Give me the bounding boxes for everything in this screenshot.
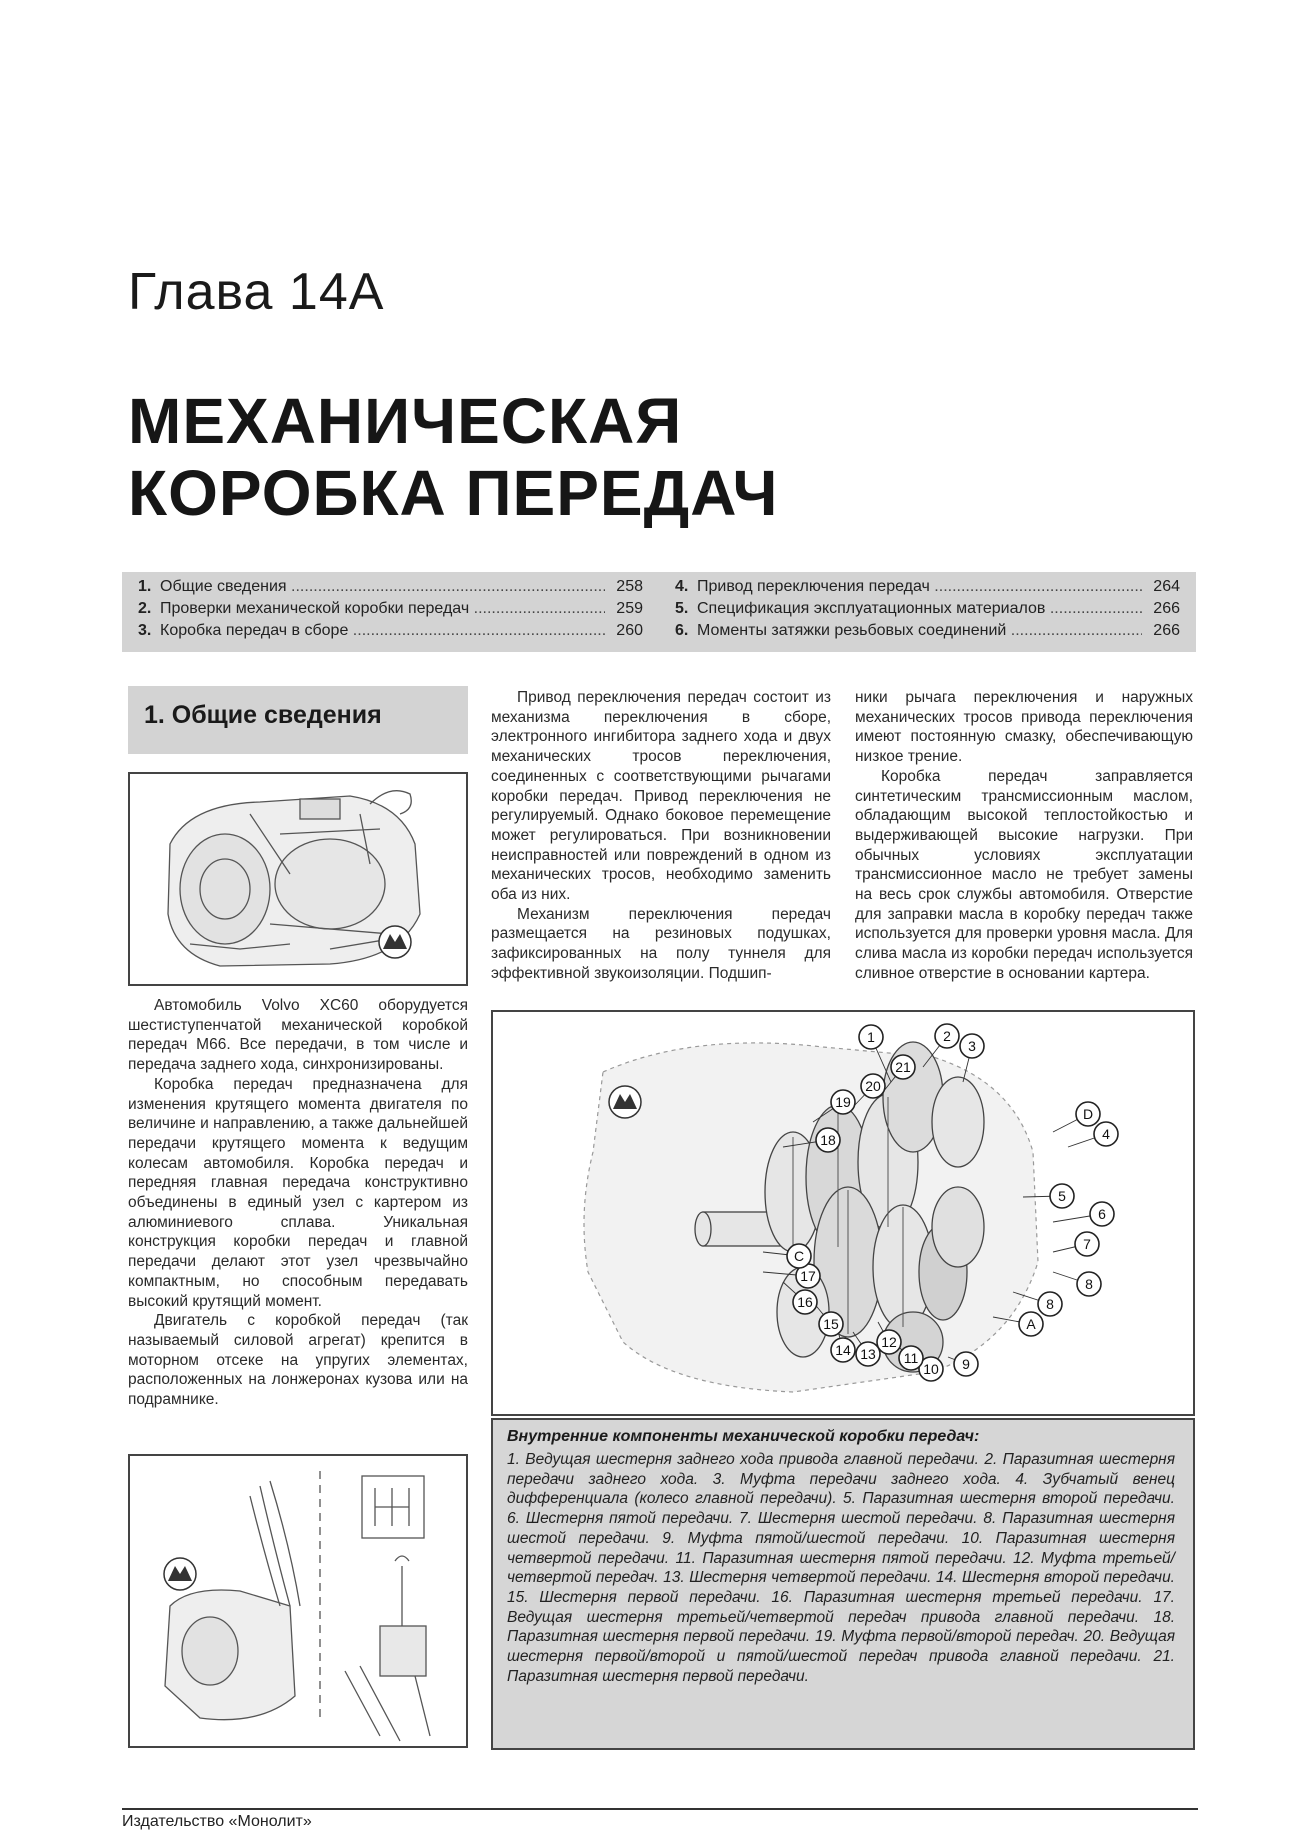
toc-row: [138, 600, 643, 622]
callout-16: [793, 1290, 817, 1314]
table-of-contents: [122, 572, 1196, 652]
toc-number: 2.: [138, 600, 152, 617]
shift-mechanism-drawing: [130, 1456, 466, 1746]
publisher-footer: Издательство «Монолит»: [122, 1813, 312, 1830]
callout-5: [1050, 1184, 1074, 1208]
callout-9: [954, 1352, 978, 1376]
toc-title: Коробка передач в сборе .....: [160, 622, 605, 640]
gearbox-internals-figure: [491, 1010, 1195, 1416]
callout-label: 11: [903, 1350, 919, 1366]
callout-label: C: [793, 1248, 805, 1264]
toc-number: 4.: [675, 578, 689, 595]
paragraph: Механизм переключения передач размещается на резиновых подушках, зафиксированных на полу туннеля для эффективной звукоизоляции. Подшип-: [491, 905, 831, 982]
footer-divider: [122, 1808, 1198, 1810]
caption-text: 1. Ведущая шестерня заднего хода привода главной передачи. 2. Паразитная шестерня передачи заднего хода. 3. Муфта передачи заднего хода. 4. Зубчатый венец дифференциала (колесо главной передачи). 5. Паразитная шестерня второй передачи. 6. Шестерня пятой передачи. 7. Шестерня шестой передачи. 8. Паразитная шестерня шестой передачи. 9. Муфта пятой/шестой передачи. 10. Паразитная шестерня четвертой передачи. 11. Паразитная шестерня пятой передачи. 12. Муфта третьей/четвертой передач. 13. Шестерня четвертой передачи. 14. Шестерня второй передачи. 15. Шестерня первой передачи. 16. Паразитная шестерня третьей передачи. 17. Ведущая шестерня третьей/четвертой передач привода главной передачи. 18. Паразитная шестерня первой передачи. 19. Муфта первой/второй передач. 20. Ведущая шестерня первой/второй и пятой/шестой передач привода главной передачи. 21. Паразитная шестерня первой передачи.: [507, 1451, 1175, 1685]
callout-label: A: [1026, 1316, 1036, 1332]
paragraph: ники рычага переключения и наружных механических тросов привода переключения имеют постоянную смазку, обеспечивающую низкое трение.: [855, 689, 1193, 766]
toc-page: 259: [616, 600, 643, 617]
callout-21: [891, 1055, 915, 1079]
page-title: [128, 385, 779, 529]
chapter-label: Глава 14А: [128, 263, 385, 321]
toc-row: [675, 622, 1180, 644]
callout-20: [861, 1074, 885, 1098]
toc-number: 3.: [138, 622, 152, 639]
column-2-text: [491, 688, 831, 984]
callout-label: 4: [1102, 1126, 1110, 1142]
callout-label: 8: [1046, 1296, 1054, 1312]
toc-title: Проверки механической коробки передач .....: [160, 600, 605, 618]
callout-label: 19: [835, 1094, 851, 1110]
callout-D: [1076, 1102, 1100, 1126]
callout-label: 15: [823, 1316, 839, 1332]
paragraph: Коробка передач заправляется синтетическим трансмиссионным маслом, обладающим высокой теплостойкостью и выдерживающей высокие нагрузки. При обычных условиях эксплуатации трансмиссионное масло не требует замены на весь срок службы автомобиля. Отверстие для заправки масла в коробку передач также используется для проверки уровня масла. Для слива масла из коробки передач используется сливное отверстие в основании картера.: [855, 767, 1193, 982]
column-1-text: [128, 996, 468, 1410]
toc-page: 258: [616, 578, 643, 595]
callout-label: D: [1082, 1106, 1094, 1122]
column-3-text: [855, 688, 1193, 984]
toc-row: [138, 622, 643, 644]
toc-page: 260: [616, 622, 643, 639]
callout-label: 9: [962, 1356, 970, 1372]
callout-label: 7: [1083, 1236, 1091, 1252]
callout-label: 21: [895, 1059, 911, 1075]
callout-label: 6: [1098, 1206, 1106, 1222]
callout-label: 13: [860, 1346, 876, 1362]
callout-label: 12: [881, 1334, 897, 1350]
toc-title: Общие сведения .....: [160, 578, 605, 596]
toc-row: [675, 578, 1180, 600]
paragraph: Двигатель с коробкой передач (так называемый силовой агрегат) крепится в моторном отсеке на упругих элементах, расположенных на лонжеронах кузова или на подрамнике.: [128, 1312, 468, 1409]
callout-label: 3: [968, 1038, 976, 1054]
title-line-1: МЕХАНИЧЕСКАЯ: [128, 385, 683, 457]
gearbox-internals-drawing: [493, 1012, 1193, 1414]
section-heading: [128, 686, 468, 754]
callout-14: [831, 1338, 855, 1362]
callout-label: 17: [800, 1268, 816, 1284]
paragraph: Привод переключения передач состоит из механизма переключения в сборе, электронного ингибитора заднего хода и двух механических тросов переключения, соединенных с соответствующими рычагами коробки передач. Привод переключения не регулируемый. Однако боковое перемещение может регулироваться. При возникновении неисправностей или повреждений в одном из механических тросов, необходимо заменить оба из них.: [491, 689, 831, 904]
gearbox-exterior-drawing: [130, 774, 466, 984]
toc-column-right: [675, 578, 1180, 644]
callout-label: 8: [1085, 1276, 1093, 1292]
callout-label: 14: [835, 1342, 851, 1358]
toc-page: 266: [1153, 600, 1180, 617]
publisher-logo-icon: [164, 1558, 196, 1590]
callout-19: [831, 1090, 855, 1114]
callout-8: [1077, 1272, 1101, 1296]
callout-2: [935, 1024, 959, 1048]
callout-A: [1019, 1312, 1043, 1336]
callout-label: 18: [820, 1132, 836, 1148]
section-heading-text: 1. Общие сведения: [144, 701, 382, 729]
gearbox-exterior-figure: [128, 772, 468, 986]
toc-row: [138, 578, 643, 600]
callout-label: 16: [797, 1294, 813, 1310]
toc-page: 264: [1153, 578, 1180, 595]
toc-page: 266: [1153, 622, 1180, 639]
callout-label: 20: [865, 1078, 881, 1094]
callout-label: 2: [943, 1028, 951, 1044]
callout-3: [960, 1034, 984, 1058]
toc-title: Спецификация эксплуатационных материалов .....: [697, 600, 1142, 618]
callout-7: [1075, 1232, 1099, 1256]
caption-title: Внутренние компоненты механической коробки передач:: [507, 1428, 980, 1445]
toc-row: [675, 600, 1180, 622]
callout-12: [877, 1330, 901, 1354]
callout-11: [899, 1346, 923, 1370]
toc-number: 6.: [675, 622, 689, 639]
callout-label: 1: [867, 1029, 875, 1045]
callout-6: [1090, 1202, 1114, 1226]
shift-mechanism-figure: [128, 1454, 468, 1748]
toc-number: 1.: [138, 578, 152, 595]
publisher-logo-icon: [609, 1086, 641, 1118]
publisher-logo-icon: [379, 926, 411, 958]
toc-column-left: [138, 578, 643, 644]
title-line-2: КОРОБКА ПЕРЕДАЧ: [128, 457, 779, 529]
callout-8: [1038, 1292, 1062, 1316]
callout-4: [1094, 1122, 1118, 1146]
callout-13: [856, 1342, 880, 1366]
callout-15: [819, 1312, 843, 1336]
toc-number: 5.: [675, 600, 689, 617]
callout-1: [859, 1025, 883, 1049]
toc-title: Моменты затяжки резьбовых соединений .....: [697, 622, 1142, 640]
paragraph: Автомобиль Volvo XC60 оборудуется шестиступенчатой механической коробкой передач M66. Все передачи, в том числе и передача заднего хода, синхронизированы.: [128, 997, 468, 1074]
paragraph: Коробка передач предназначена для изменения крутящего момента двигателя по величине и направлению, а также дальнейшей передачи крутящего момента к ведущим колесам автомобиля. Коробка передач и передняя главная передача конструктивно объединены в единый узел с картером из алюминиевого сплава. Уникальная конструкция коробки передач и главной передачи делают этот узел чрезвычайно компактным, но способным передавать высокий крутящий момент.: [128, 1075, 468, 1310]
callout-label: 10: [923, 1361, 939, 1377]
figure-caption: [491, 1418, 1195, 1750]
callout-C: [787, 1244, 811, 1268]
callout-18: [816, 1128, 840, 1152]
callout-label: 5: [1058, 1188, 1066, 1204]
toc-title: Привод переключения передач .....: [697, 578, 1142, 596]
